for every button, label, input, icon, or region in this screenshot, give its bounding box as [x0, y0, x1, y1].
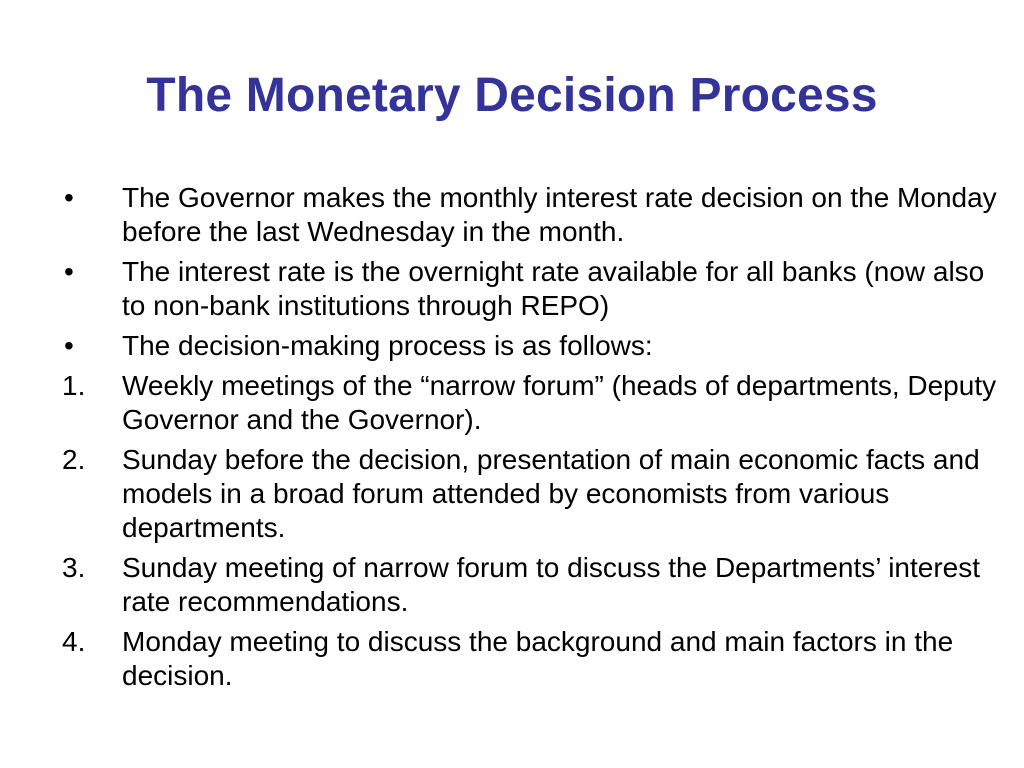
list-item [62, 181, 1012, 249]
bullet-marker: • [64, 182, 74, 213]
list-item-text: Sunday meeting of narrow forum to discuss the Departments’ interest rate recommendations. [122, 552, 981, 617]
list-item [62, 443, 1012, 545]
slide-title: The Monetary Decision Process [146, 69, 878, 122]
number-marker: 2. [62, 444, 86, 475]
list-item [62, 625, 1012, 693]
list-item-text: The Governor makes the monthly interest rate decision on the Monday before the last Wednesday in the month. [122, 182, 997, 247]
slide-content-list [62, 181, 1012, 699]
list-item-text: Weekly meetings of the “narrow forum” (heads of departments, Deputy Governor and the Governor). [122, 370, 997, 435]
list-item [62, 369, 1012, 437]
list-item-text: The interest rate is the overnight rate available for all banks (now also to non-bank institutions through REPO) [122, 256, 985, 321]
list-item [62, 255, 1012, 323]
list-item [62, 551, 1012, 619]
bullet-marker: • [64, 330, 74, 361]
bullet-marker: • [64, 256, 74, 287]
number-marker: 4. [62, 626, 86, 657]
list-item-text: The decision-making process is as follows: [122, 330, 653, 361]
list-item-text: Monday meeting to discuss the background and main factors in the decision. [122, 626, 954, 691]
list-item-text: Sunday before the decision, presentation of main economic facts and models in a broad forum attended by economists from various departments. [122, 444, 980, 543]
number-marker: 1. [62, 370, 86, 401]
number-marker: 3. [62, 552, 86, 583]
list-item [62, 329, 1012, 363]
